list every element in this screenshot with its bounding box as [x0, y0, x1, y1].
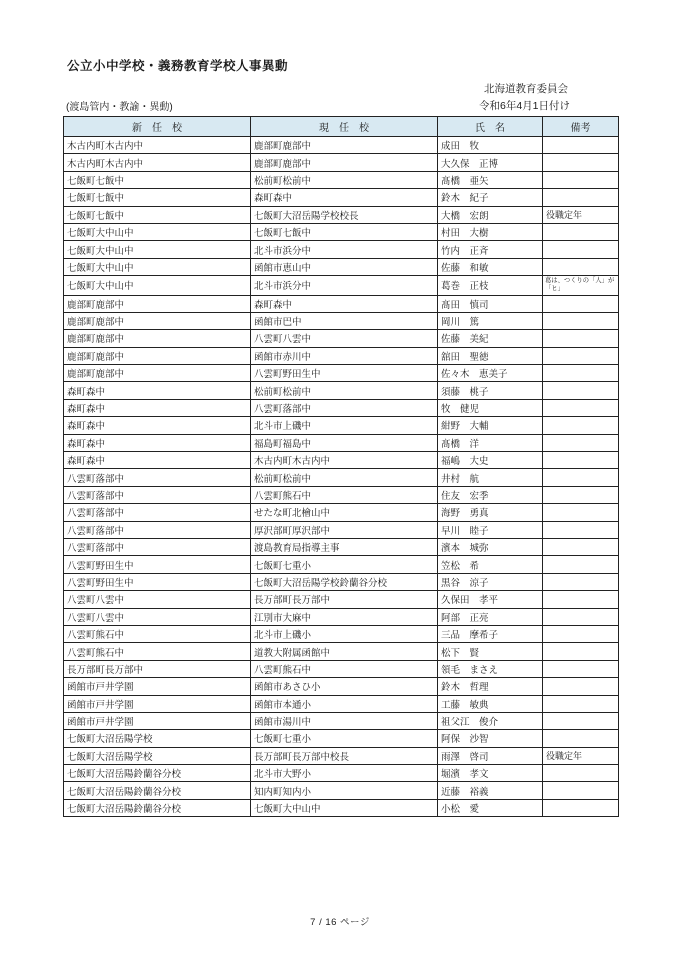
- cell-remark: [543, 295, 619, 312]
- cell-current-school: 七飯町七重小: [251, 556, 438, 573]
- header-new-school: 新 任 校: [64, 117, 251, 137]
- effective-date: 令和6年4月1日付け: [479, 100, 571, 112]
- header-remark: 備考: [543, 117, 619, 137]
- page-title: 公立小中学校・義務教育学校人事異動: [67, 59, 289, 73]
- table-row: [64, 276, 619, 295]
- table-row: [64, 347, 619, 364]
- cell-new-school: 函館市戸井学園: [64, 678, 251, 695]
- cell-remark: 役職定年: [543, 747, 619, 764]
- table-row: [64, 330, 619, 347]
- cell-new-school: 森町森中: [64, 434, 251, 451]
- cell-new-school: 七飯町大沼岳陽鈴蘭谷分校: [64, 782, 251, 799]
- cell-name: 阿保 沙智: [438, 730, 543, 747]
- cell-current-school: 森町森中: [251, 189, 438, 206]
- page-number: 7 / 16 ページ: [310, 917, 370, 928]
- cell-name: 海野 勇真: [438, 504, 543, 521]
- cell-remark: [543, 504, 619, 521]
- cell-name: 松下 賢: [438, 643, 543, 660]
- cell-current-school: 八雲町落部中: [251, 399, 438, 416]
- cell-remark: [543, 660, 619, 677]
- cell-remark: [543, 241, 619, 258]
- cell-current-school: 八雲町熊石中: [251, 486, 438, 503]
- cell-new-school: 八雲町野田生中: [64, 556, 251, 573]
- cell-current-school: 七飯町大沼岳陽学校鈴蘭谷分校: [251, 573, 438, 590]
- cell-new-school: 七飯町大中山中: [64, 276, 251, 295]
- header-row: [64, 117, 619, 137]
- cell-new-school: 八雲町八雲中: [64, 608, 251, 625]
- cell-remark: [543, 171, 619, 188]
- cell-new-school: 鹿部町鹿部中: [64, 330, 251, 347]
- cell-new-school: 七飯町大沼岳陽学校: [64, 730, 251, 747]
- cell-current-school: 長万部町長万部中校長: [251, 747, 438, 764]
- cell-remark: [543, 312, 619, 329]
- cell-current-school: 厚沢部町厚沢部中: [251, 521, 438, 538]
- cell-name: 雨澤 啓司: [438, 747, 543, 764]
- cell-remark: [543, 782, 619, 799]
- cell-name: 佐々木 恵美子: [438, 365, 543, 382]
- cell-current-school: 木古内町木古内中: [251, 452, 438, 469]
- cell-name: 鈴木 紀子: [438, 189, 543, 206]
- cell-current-school: 七飯町七飯中: [251, 223, 438, 240]
- cell-name: 佐藤 和敏: [438, 258, 543, 275]
- cell-remark: [543, 591, 619, 608]
- cell-name: 牧 健児: [438, 399, 543, 416]
- cell-name: 祖父江 俊介: [438, 712, 543, 729]
- cell-remark: [543, 521, 619, 538]
- cell-name: 紺野 大輔: [438, 417, 543, 434]
- cell-current-school: 函館市巴中: [251, 312, 438, 329]
- cell-name: 住友 宏季: [438, 486, 543, 503]
- cell-name: 久保田 孝平: [438, 591, 543, 608]
- cell-remark: [543, 556, 619, 573]
- cell-name: 阿部 正亮: [438, 608, 543, 625]
- table-row: [64, 504, 619, 521]
- table-row: [64, 678, 619, 695]
- header-name: 氏 名: [438, 117, 543, 137]
- cell-remark: [543, 765, 619, 782]
- cell-remark: [543, 399, 619, 416]
- cell-remark: [543, 643, 619, 660]
- cell-current-school: 函館市本通小: [251, 695, 438, 712]
- cell-new-school: 木古内町木古内中: [64, 154, 251, 171]
- cell-new-school: 鹿部町鹿部中: [64, 312, 251, 329]
- cell-new-school: 鹿部町鹿部中: [64, 365, 251, 382]
- cell-remark: [543, 452, 619, 469]
- cell-current-school: 七飯町大沼岳陽学校校長: [251, 206, 438, 223]
- cell-current-school: 函館市恵山中: [251, 258, 438, 275]
- table-row: [64, 782, 619, 799]
- cell-name: 舘田 聖徳: [438, 347, 543, 364]
- table-row: [64, 189, 619, 206]
- cell-current-school: 函館市あさひ小: [251, 678, 438, 695]
- cell-new-school: 鹿部町鹿部中: [64, 295, 251, 312]
- cell-current-school: 函館市湯川中: [251, 712, 438, 729]
- cell-name: 領毛 まさえ: [438, 660, 543, 677]
- table-row: [64, 312, 619, 329]
- table-row: [64, 730, 619, 747]
- cell-remark: [543, 223, 619, 240]
- cell-new-school: 八雲町野田生中: [64, 573, 251, 590]
- cell-new-school: 鹿部町鹿部中: [64, 347, 251, 364]
- cell-current-school: 北斗市上磯中: [251, 417, 438, 434]
- cell-remark: [543, 258, 619, 275]
- cell-current-school: せたな町北檜山中: [251, 504, 438, 521]
- table-row: [64, 695, 619, 712]
- cell-remark: [543, 538, 619, 555]
- table-header: [64, 117, 619, 137]
- cell-name: 髙田 慎司: [438, 295, 543, 312]
- cell-new-school: 木古内町木古内中: [64, 137, 251, 154]
- cell-name: 福嶋 大史: [438, 452, 543, 469]
- cell-new-school: 八雲町落部中: [64, 521, 251, 538]
- cell-name: 工藤 敏典: [438, 695, 543, 712]
- cell-current-school: 長万部町長万部中: [251, 591, 438, 608]
- cell-current-school: 八雲町八雲中: [251, 330, 438, 347]
- cell-remark: [543, 365, 619, 382]
- table-row: [64, 137, 619, 154]
- cell-remark: [543, 382, 619, 399]
- cell-name: 井村 航: [438, 469, 543, 486]
- cell-name: 大橋 宏朗: [438, 206, 543, 223]
- cell-current-school: 八雲町野田生中: [251, 365, 438, 382]
- cell-remark: [543, 608, 619, 625]
- cell-new-school: 七飯町大沼岳陽学校: [64, 747, 251, 764]
- cell-name: 村田 大樹: [438, 223, 543, 240]
- cell-current-school: 道教大附属函館中: [251, 643, 438, 660]
- table-row: [64, 591, 619, 608]
- cell-new-school: 七飯町七飯中: [64, 189, 251, 206]
- header-current-school: 現 任 校: [251, 117, 438, 137]
- cell-name: 堀濱 孝文: [438, 765, 543, 782]
- cell-remark: [543, 417, 619, 434]
- table-row: [64, 382, 619, 399]
- cell-remark: [543, 625, 619, 642]
- cell-name: 竹内 正斉: [438, 241, 543, 258]
- cell-remark: [543, 730, 619, 747]
- cell-remark: [543, 712, 619, 729]
- cell-current-school: 八雲町熊石中: [251, 660, 438, 677]
- cell-new-school: 八雲町落部中: [64, 486, 251, 503]
- cell-current-school: 北斗市大野小: [251, 765, 438, 782]
- cell-current-school: 七飯町大中山中: [251, 799, 438, 816]
- personnel-transfer-table: [63, 116, 619, 817]
- table-row: [64, 452, 619, 469]
- cell-name: 笠松 希: [438, 556, 543, 573]
- cell-name: 近藤 裕義: [438, 782, 543, 799]
- cell-new-school: 八雲町熊石中: [64, 643, 251, 660]
- cell-new-school: 八雲町落部中: [64, 469, 251, 486]
- table-row: [64, 747, 619, 764]
- cell-new-school: 七飯町七飯中: [64, 171, 251, 188]
- cell-current-school: 福島町福島中: [251, 434, 438, 451]
- cell-current-school: 森町森中: [251, 295, 438, 312]
- cell-remark: [543, 137, 619, 154]
- cell-current-school: 渡島教育局指導主事: [251, 538, 438, 555]
- cell-current-school: 鹿部町鹿部中: [251, 137, 438, 154]
- cell-name: 早川 睦子: [438, 521, 543, 538]
- cell-remark: 役職定年: [543, 206, 619, 223]
- cell-name: 髙橋 洋: [438, 434, 543, 451]
- cell-new-school: 七飯町七飯中: [64, 206, 251, 223]
- cell-name: 濱本 城弥: [438, 538, 543, 555]
- table-row: [64, 643, 619, 660]
- cell-name: 大久保 正博: [438, 154, 543, 171]
- cell-current-school: 北斗市浜分中: [251, 241, 438, 258]
- cell-new-school: 七飯町大沼岳陽鈴蘭谷分校: [64, 799, 251, 816]
- cell-name: 葛巻 正枝: [438, 276, 543, 295]
- cell-current-school: 北斗市浜分中: [251, 276, 438, 295]
- table-row: [64, 206, 619, 223]
- cell-remark: [543, 330, 619, 347]
- cell-name: 髙橋 亜矢: [438, 171, 543, 188]
- cell-current-school: 江別市大麻中: [251, 608, 438, 625]
- cell-name: 黒谷 涼子: [438, 573, 543, 590]
- cell-current-school: 北斗市上磯小: [251, 625, 438, 642]
- organization-name: 北海道教育委員会: [484, 83, 568, 95]
- cell-new-school: 森町森中: [64, 382, 251, 399]
- cell-remark: [543, 573, 619, 590]
- cell-remark: [543, 695, 619, 712]
- table-row: [64, 521, 619, 538]
- table-row: [64, 469, 619, 486]
- cell-current-school: 松前町松前中: [251, 171, 438, 188]
- table-row: [64, 573, 619, 590]
- category-subtitle: (渡島管内・教諭・異動): [66, 102, 173, 113]
- cell-new-school: 八雲町落部中: [64, 538, 251, 555]
- cell-new-school: 七飯町大中山中: [64, 223, 251, 240]
- table-row: [64, 154, 619, 171]
- cell-remark: [543, 486, 619, 503]
- table-row: [64, 365, 619, 382]
- cell-new-school: 八雲町熊石中: [64, 625, 251, 642]
- table-row: [64, 399, 619, 416]
- cell-remark: [543, 799, 619, 816]
- table-row: [64, 556, 619, 573]
- cell-remark: [543, 154, 619, 171]
- table-row: [64, 625, 619, 642]
- table-row: [64, 223, 619, 240]
- cell-name: 成田 牧: [438, 137, 543, 154]
- cell-remark: [543, 347, 619, 364]
- table-row: [64, 417, 619, 434]
- cell-remark: 葛は、つくりの「人」が「ヒ」: [543, 276, 619, 295]
- table-row: [64, 608, 619, 625]
- cell-new-school: 森町森中: [64, 452, 251, 469]
- table-row: [64, 765, 619, 782]
- table-row: [64, 434, 619, 451]
- cell-remark: [543, 678, 619, 695]
- table-row: [64, 295, 619, 312]
- table-row: [64, 241, 619, 258]
- cell-new-school: 函館市戸井学園: [64, 695, 251, 712]
- cell-new-school: 八雲町落部中: [64, 504, 251, 521]
- cell-new-school: 七飯町大沼岳陽鈴蘭谷分校: [64, 765, 251, 782]
- cell-new-school: 八雲町八雲中: [64, 591, 251, 608]
- cell-name: 鈴木 哲理: [438, 678, 543, 695]
- cell-remark: [543, 434, 619, 451]
- cell-new-school: 森町森中: [64, 399, 251, 416]
- table-row: [64, 538, 619, 555]
- cell-name: 須藤 桃子: [438, 382, 543, 399]
- cell-name: 三品 摩希子: [438, 625, 543, 642]
- table-body: [64, 137, 619, 817]
- cell-remark: [543, 189, 619, 206]
- cell-remark: [543, 469, 619, 486]
- cell-name: 岡川 篤: [438, 312, 543, 329]
- cell-name: 小松 愛: [438, 799, 543, 816]
- cell-current-school: 松前町松前中: [251, 382, 438, 399]
- cell-current-school: 七飯町七重小: [251, 730, 438, 747]
- cell-new-school: 七飯町大中山中: [64, 241, 251, 258]
- table-row: [64, 712, 619, 729]
- table-row: [64, 799, 619, 816]
- table-row: [64, 660, 619, 677]
- cell-new-school: 長万部町長万部中: [64, 660, 251, 677]
- cell-new-school: 森町森中: [64, 417, 251, 434]
- table-row: [64, 258, 619, 275]
- table-row: [64, 171, 619, 188]
- cell-new-school: 七飯町大中山中: [64, 258, 251, 275]
- cell-current-school: 鹿部町鹿部中: [251, 154, 438, 171]
- cell-new-school: 函館市戸井学園: [64, 712, 251, 729]
- table-row: [64, 486, 619, 503]
- cell-current-school: 知内町知内小: [251, 782, 438, 799]
- cell-current-school: 函館市赤川中: [251, 347, 438, 364]
- cell-name: 佐藤 美紀: [438, 330, 543, 347]
- cell-current-school: 松前町松前中: [251, 469, 438, 486]
